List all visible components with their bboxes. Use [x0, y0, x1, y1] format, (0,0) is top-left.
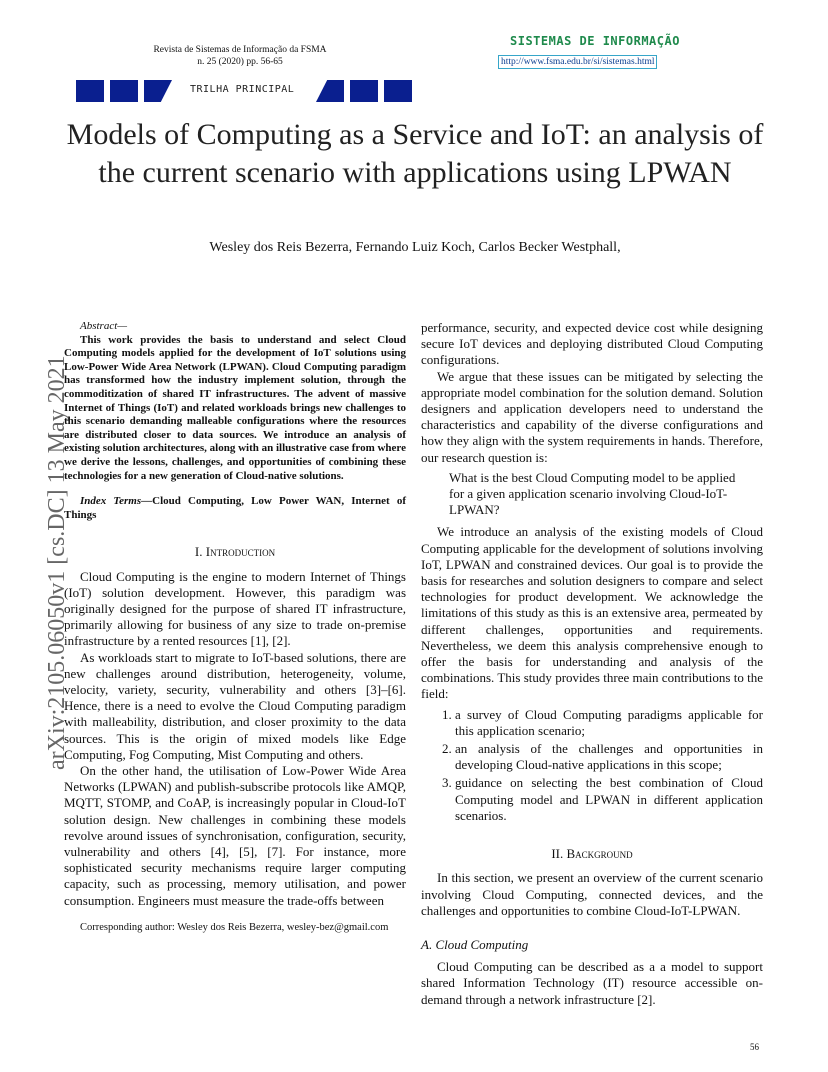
brand-logo: SISTEMAS DE INFORMAÇÃO: [510, 34, 680, 48]
paragraph: We argue that these issues can be mitigated by selecting the appropriate model combination for the solution demand. Solution designers and application developers need to understand the characteristics and capability of the diverse configurations and how they align with the system requirements in hands. Therefore, our research question is:: [421, 368, 763, 465]
right-column: [421, 320, 763, 1008]
paper-title: Models of Computing as a Service and IoT: an analysis of the current scenario with applications using LPWAN: [66, 118, 764, 189]
paragraph: In this section, we present an overview of the current scenario involving Cloud Computing, connected devices, and the challenges and opportunities to combine Cloud-IoT-LPWAN.: [421, 870, 763, 918]
header-decoration-block: [384, 80, 412, 102]
paragraph: Cloud Computing is the engine to modern Internet of Things (IoT) solution development. However, this paradigm was originally designed for the purpose of shared IT infrastructure, primarily allowing for business of any size to trade on-premise infrastructure by a rented resources [1], [2].: [64, 568, 406, 649]
header-decoration-block: [350, 80, 378, 102]
paragraph: On the other hand, the utilisation of Low-Power Wide Area Networks (LPWAN) and publish-subscribe protocols like AMQP, MQTT, STOMP, and CoAP, is increasingly popular in Cloud-IoT solution design. New challenges in combining these models revolve around issues of synchronisation, configuration, security, vulnerability and others [4], [5], [7]. For instance, more sophisticated security mechanisms require larger computing capacity, such as processing, memory utilisation, and power consumption. Engineers must measure the trade-offs between: [64, 762, 406, 908]
list-item: 2. an analysis of the challenges and opportunities in developing Cloud-native applications in this scope;: [455, 741, 763, 773]
paragraph: Cloud Computing can be described as a a model to support shared Information Technology (IT) resource accessible on-demand through a network infrastructure [2].: [421, 959, 763, 1007]
track-label: TRILHA PRINCIPAL: [190, 84, 295, 95]
header-decoration-block: [144, 80, 172, 102]
header-decoration-block: [316, 80, 344, 102]
left-column: [64, 320, 406, 934]
list-item: 1. a survey of Cloud Computing paradigms applicable for this application scenario;: [455, 707, 763, 739]
research-question: What is the best Cloud Computing model to be applied for a given application scenario involving Cloud-IoT-LPWAN?: [449, 469, 736, 518]
index-terms-label: Index Terms: [80, 495, 142, 508]
subsection-heading-cloud: A. Cloud Computing: [421, 936, 529, 952]
header-decoration-block: [76, 80, 104, 102]
paragraph: performance, security, and expected device cost while designing secure IoT devices and deploying distributed Cloud Computing configurations.: [421, 320, 763, 368]
section-heading-background: II. Background: [551, 846, 633, 862]
brand-url-link[interactable]: http://www.fsma.edu.br/si/sistemas.html: [498, 55, 657, 69]
paragraph: We introduce an analysis of the existing models of Cloud Computing applicable for the development of solutions involving IoT, LPWAN and constrained devices. Our goal is to provide the basis for researches and solution designers to compare and select technologies for product development. We acknowledge the limitations of this study as this is an extensive area, permeated by different challenges, opportunities and requirements. Nevertheless, we deem this analysis comprehensive enough to offer the basis for understanding and analysis of the combinations. This study provides three main contributions to the field:: [421, 524, 763, 702]
journal-name: Revista de Sistemas de Informação da FSMA: [153, 45, 327, 55]
index-terms: —Cloud Computing, Low Power WAN, Internet of Things: [64, 495, 407, 521]
paragraph: As workloads start to migrate to IoT-based solutions, there are new challenges around distribution, heterogeneity, volume, velocity, variety, security, vulnerability and others [3]–[6]. Hence, there is a need to evolve the Cloud Computing paradigm with malleability, distribution, and closer proximity to the data sources. This is the origin of mixed models like Edge Computing, Fog Computing, Mist Computing and others.: [64, 649, 406, 762]
arxiv-id: arXiv:2105.06050v1 [cs.DC] 13 May 2021: [44, 355, 70, 770]
footnote: Corresponding author: Wesley dos Reis Bezerra, wesley-bez@gmail.com: [80, 921, 389, 933]
list-item: 3. guidance on selecting the best combination of Cloud Computing model and LPWAN in different application scenarios.: [455, 775, 763, 824]
header-decoration-block: [110, 80, 138, 102]
journal-info: [120, 44, 360, 68]
abstract: [64, 320, 406, 522]
abstract-label: Abstract—: [80, 320, 128, 332]
page-number: 56: [750, 1042, 759, 1052]
abstract-text: This work provides the basis to understand and select Cloud Computing models applied for the development of IoT solutions using Low-Power Wide Area Network (LPWAN). Cloud Computing paradigm has transformed how the industry implement solution, through the commoditization of shared IT infrastructures. The advent of massive Internet of Things (IoT) and related workloads brings new challenges to this scenario demanding malleable configurations where the resources are distributed closer to data sources. We introduce an analysis of existing solution architectures, along with an illustrative case from where we derive the lessons, challenges, and opportunities of combining these technologies for a new generation of Cloud-native solutions.: [64, 333, 406, 482]
contributions-list: [421, 707, 763, 824]
section-heading-introduction: I. Introduction: [194, 544, 276, 560]
paper-authors: Wesley dos Reis Bezerra, Fernando Luiz Koch, Carlos Becker Westphall,: [209, 240, 621, 255]
arxiv-stamp: [8, 280, 70, 780]
journal-issue: n. 25 (2020) pp. 56-65: [197, 57, 283, 67]
